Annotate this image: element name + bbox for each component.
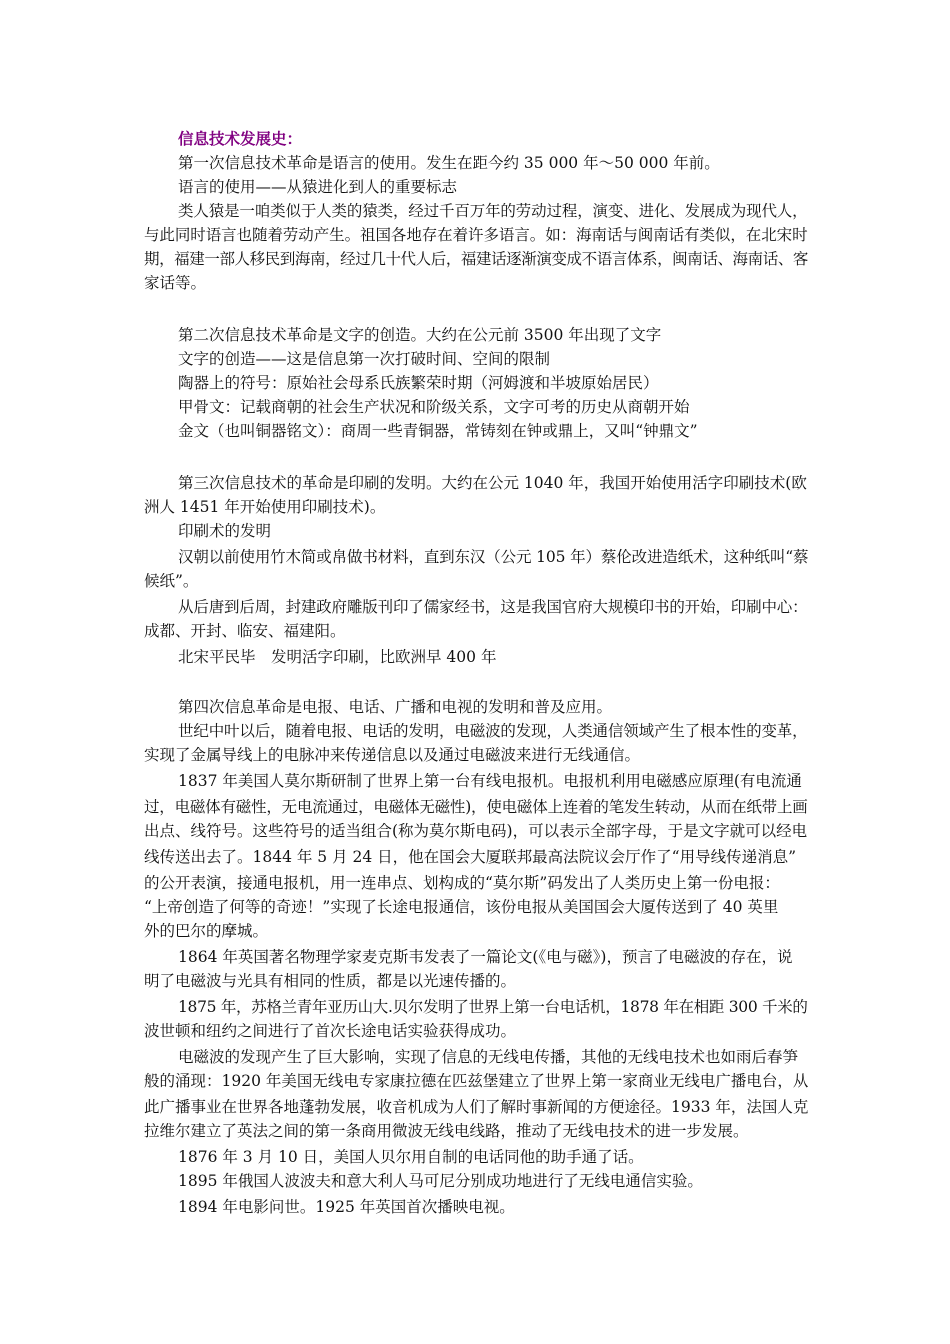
paragraph-line: 世纪中叶以后，随着电报、电话的发明，电磁波的发现，人类通信领域产生了根本性的变革， <box>178 722 808 740</box>
paragraph-line: 波世顿和纽约之间进行了首次长途电话实验获得成功。 <box>144 1022 517 1040</box>
paragraph-line: 语言的使用——从猿进化到人的重要标志 <box>178 178 458 196</box>
paragraph-line: 候纸”。 <box>144 572 199 590</box>
paragraph-line: 明了电磁波与光具有相同的性质，都是以光速传播的。 <box>144 972 517 990</box>
paragraph-line: 般的涌现：1920 年美国无线电专家康拉德在匹兹堡建立了世界上第一家商业无线电广播电台，从 <box>144 1072 809 1090</box>
paragraph-line: 家话等。 <box>144 274 207 292</box>
paragraph-line: 第四次信息革命是电报、电话、广播和电视的发明和普及应用。 <box>178 698 613 716</box>
paragraph-line: 金文（也叫铜器铭文）：商周一些青铜器，常铸刻在钟或鼎上，又叫“钟鼎文” <box>178 422 698 440</box>
paragraph-line: 成都、开封、临安、福建阳。 <box>144 622 346 640</box>
paragraph-line: 洲人 1451 年开始使用印刷技术)。 <box>144 498 386 516</box>
paragraph-line: 类人猿是一咱类似于人类的猿类，经过千百万年的劳动过程，演变、进化、发展成为现代人， <box>178 202 808 220</box>
paragraph-line: 拉维尔建立了英法之间的第一条商用微波无线电线路，推动了无线电技术的进一步发展。 <box>144 1122 749 1140</box>
paragraph-line: 文字的创造——这是信息第一次打破时间、空间的限制 <box>178 350 551 368</box>
paragraph-line: 过，电磁体有磁性，无电流通过，电磁体无磁性)，使电磁体上连着的笔发生转动，从而在纸带上画 <box>144 798 808 816</box>
paragraph-line: 第二次信息技术革命是文字的创造。大约在公元前 3500 年出现了文字 <box>178 326 662 344</box>
paragraph-line: 1837 年美国人莫尔斯研制了世界上第一台有线电报机。电报机利用电磁感应原理(有电流通 <box>178 772 802 790</box>
paragraph-line: 期，福建一部人移民到海南，经过几十代人后，福建话逐渐演变成不语言体系，闽南话、海南话、客 <box>144 250 809 268</box>
paragraph-line: 陶器上的符号：原始社会母系氏族繁荣时期（河姆渡和半坡原始居民） <box>178 374 659 392</box>
paragraph-line: 第一次信息技术革命是语言的使用。发生在距今约 35 000 年～50 000 年前。 <box>178 154 720 172</box>
paragraph-line: 1894 年电影问世。1925 年英国首次播映电视。 <box>178 1198 515 1216</box>
paragraph-line: 线传送出去了。1844 年 5 月 24 日，他在国会大厦联邦最高法院议会厅作了“用导线传递消息” <box>144 848 797 866</box>
paragraph-line: 1895 年俄国人波波夫和意大利人马可尼分别成功地进行了无线电通信实验。 <box>178 1172 703 1190</box>
document-heading: 信息技术发展史： <box>178 129 303 148</box>
paragraph-line: 出点、线符号。这些符号的适当组合(称为莫尔斯电码)，可以表示全部字母，于是文字就可以经电 <box>144 822 808 840</box>
paragraph-line: 从后唐到后周，封建政府雕版刊印了儒家经书，这是我国官府大规模印书的开始，印刷中心： <box>178 598 808 616</box>
paragraph-line: 第三次信息技术的革命是印刷的发明。大约在公元 1040 年，我国开始使用活字印刷技术(欧 <box>178 474 807 492</box>
paragraph-line: 1864 年英国著名物理学家麦克斯韦发表了一篇论文(《电与磁》)，预言了电磁波的存在，说 <box>178 948 793 966</box>
paragraph-line: 外的巴尔的摩城。 <box>144 922 269 940</box>
paragraph-line: 印刷术的发明 <box>178 522 272 540</box>
paragraph-line: 的公开表演，接通电报机，用一连串点、划构成的“莫尔斯”码发出了人类历史上第一份电报： <box>144 874 780 892</box>
paragraph-line: 与此同时语言也随着劳动产生。祖国各地存在着许多语言。如：海南话与闽南话有类似，在北宋时 <box>144 226 808 244</box>
paragraph-line: “上帝创造了何等的奇迹！”实现了长途电报通信，该份电报从美国国会大厦传送到了 40 英里 <box>144 898 779 916</box>
paragraph-line: 1876 年 3 月 10 日，美国人贝尔用自制的电话同他的助手通了话。 <box>178 1148 644 1166</box>
paragraph-line: 电磁波的发现产生了巨大影响，实现了信息的无线电传播，其他的无线电技术也如雨后春笋 <box>178 1048 799 1066</box>
paragraph-line: 北宋平民毕 发明活字印刷，比欧洲早 400 年 <box>178 648 497 666</box>
paragraph-line: 实现了金属导线上的电脉冲来传递信息以及通过电磁波来进行无线通信。 <box>144 746 641 764</box>
paragraph-line: 汉朝以前使用竹木简或帛做书材料，直到东汉（公元 105 年）蔡伦改进造纸术，这种纸叫“蔡 <box>178 548 809 566</box>
paragraph-line: 1875 年，苏格兰青年亚历山大.贝尔发明了世界上第一台电话机，1878 年在相距 300 千米的 <box>178 998 808 1016</box>
paragraph-line: 此广播事业在世界各地蓬勃发展，收音机成为人们了解时事新闻的方便途径。1933 年，法国人克 <box>144 1098 809 1116</box>
paragraph-line: 甲骨文：记载商朝的社会生产状况和阶级关系，文字可考的历史从商朝开始 <box>178 398 690 416</box>
